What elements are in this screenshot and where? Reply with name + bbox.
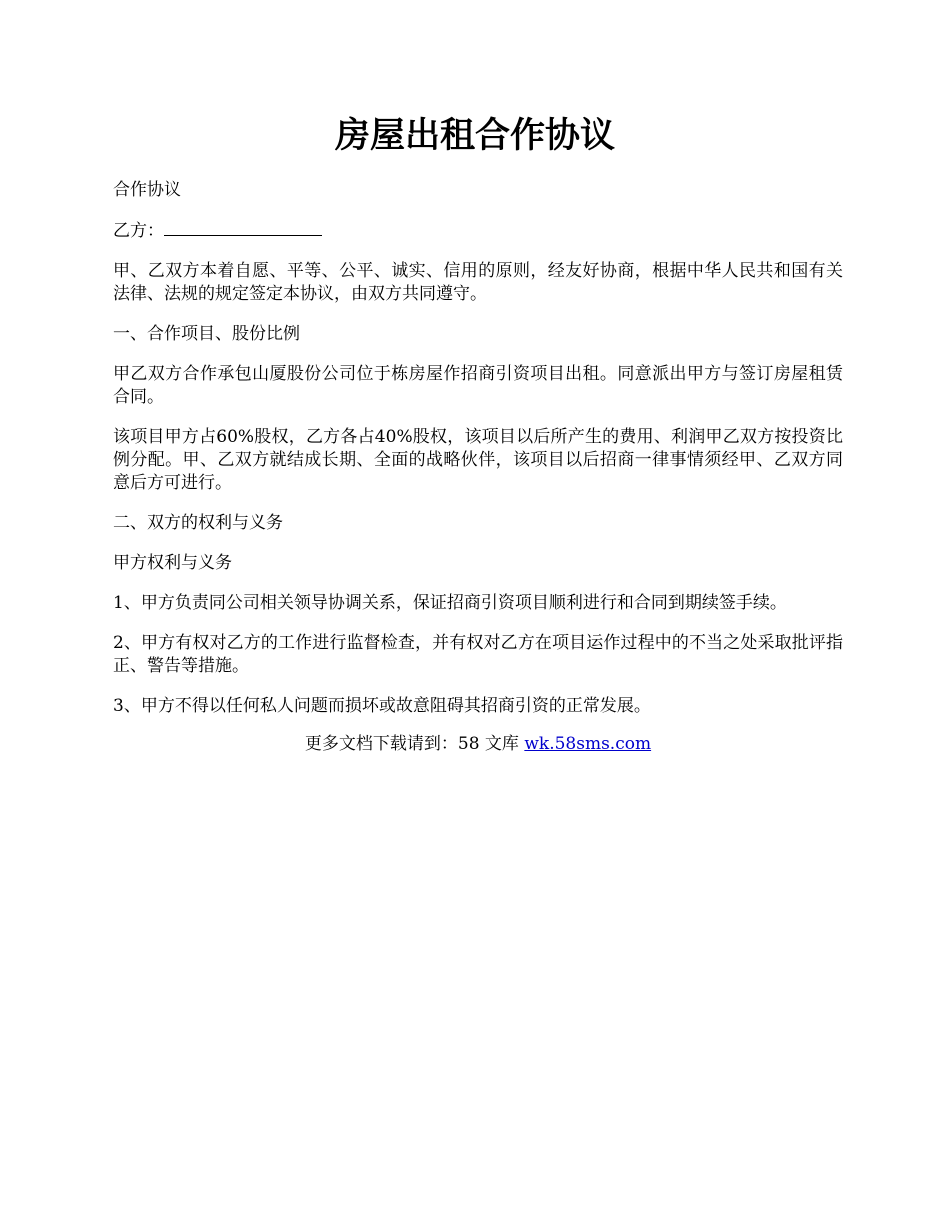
section1-heading: 一、合作项目、股份比例 [113,324,300,344]
party-b-blank [164,219,322,236]
party-b-label: 乙方： [113,221,164,241]
subtitle: 合作协议 [113,180,181,200]
party-a-item-1: 1、甲方负责同公司相关领导协调关系，保证招商引资项目顺利进行和合同到期续签手续。 [113,593,787,613]
document-body [113,179,843,756]
footer [113,733,843,756]
section1-paragraph-1: 甲乙双方合作承包山厦股份公司位于栋房屋作招商引资项目出租。同意派出甲方与签订房屋租赁合同。 [113,364,843,407]
section1-paragraph-2: 该项目甲方占60%股权，乙方各占40%股权，该项目以后所产生的费用、利润甲乙双方按投资比例分配。甲、乙双方就结成长期、全面的战略伙伴，该项目以后招商一律事情须经甲、乙双方同意后方可进行。 [113,427,843,493]
document-title: 房屋出租合作协议 [334,115,615,156]
footer-link[interactable]: wk.58sms.com [524,734,652,754]
party-a-item-3: 3、甲方不得以任何私人问题而损坏或故意阻碍其招商引资的正常发展。 [113,696,651,716]
intro-paragraph: 甲、乙双方本着自愿、平等、公平、诚实、信用的原则，经友好协商，根据中华人民共和国有关法律、法规的规定签定本协议，由双方共同遵守。 [113,261,843,304]
party-a-heading: 甲方权利与义务 [113,553,232,573]
footer-text: 更多文档下载请到：58 文库 [304,734,525,754]
section2-heading: 二、双方的权利与义务 [113,513,283,533]
party-a-item-2: 2、甲方有权对乙方的工作进行监督检查，并有权对乙方在项目运作过程中的不当之处采取批评指正、警告等措施。 [113,633,843,676]
party-b-line [113,219,843,243]
